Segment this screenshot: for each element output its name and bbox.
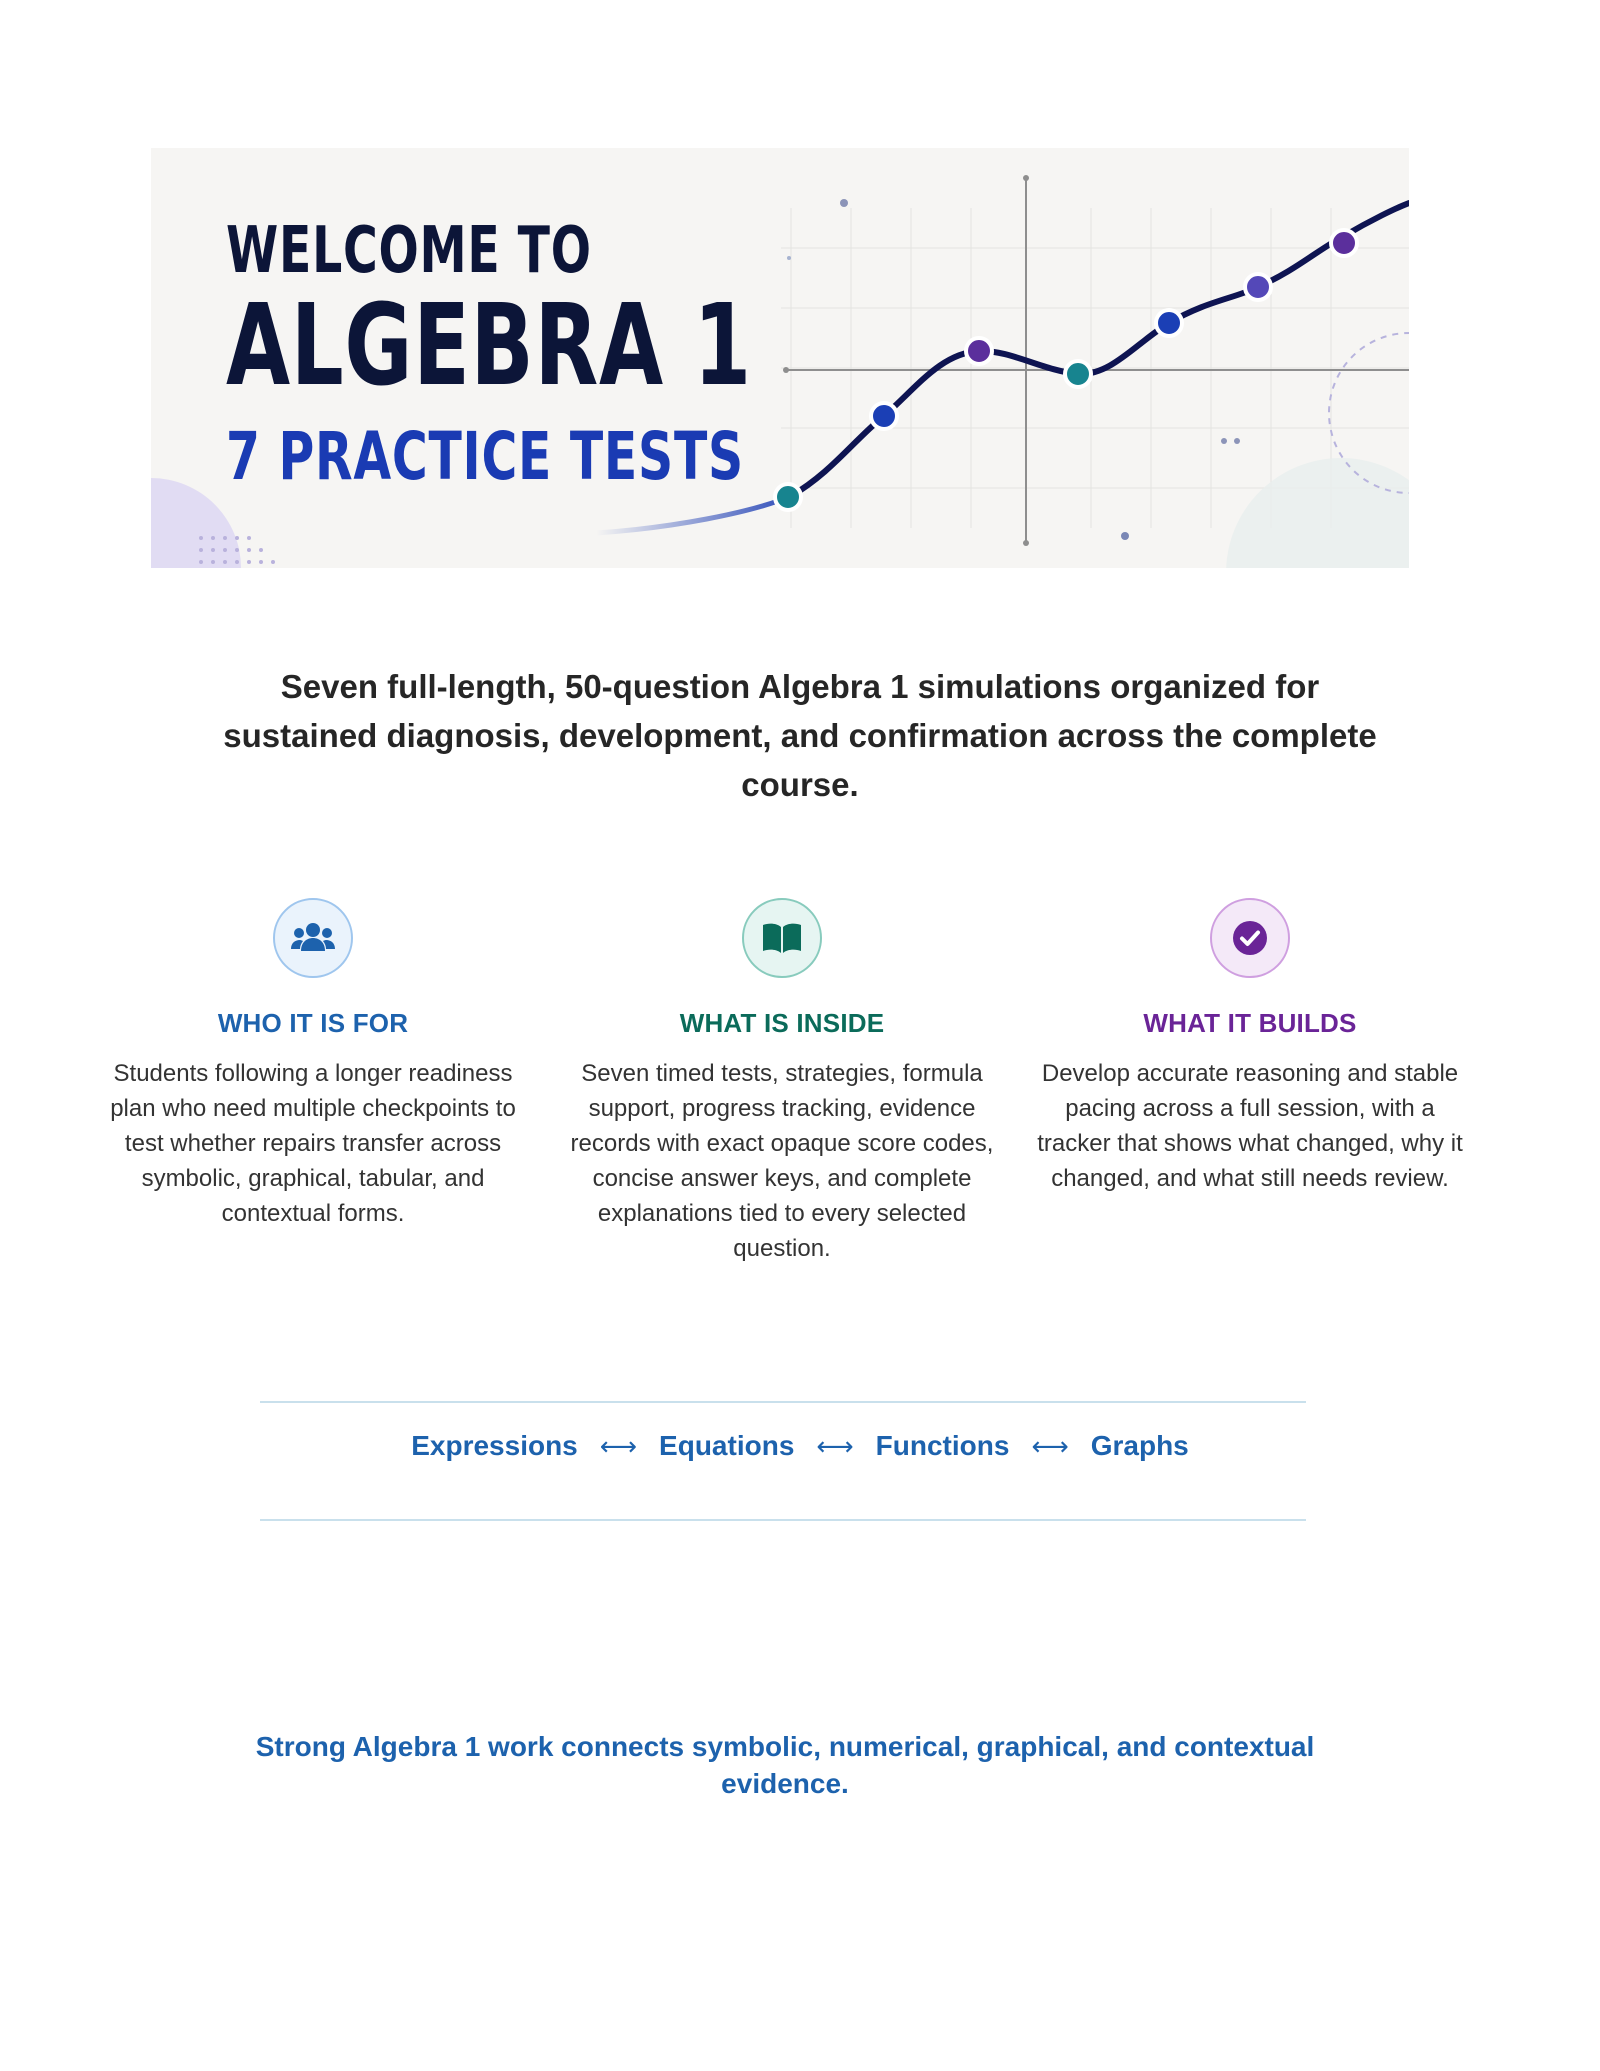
double-arrow-icon: ⟷: [599, 1430, 638, 1461]
flow-item-graphs: Graphs: [1090, 1430, 1189, 1461]
divider-top: [260, 1401, 1306, 1403]
divider-bottom: [260, 1519, 1306, 1521]
closing-statement: Strong Algebra 1 work connects symbolic, numerical, graphical, and contextual evidence.: [255, 1731, 1315, 1799]
check-circle-icon: [1210, 898, 1290, 978]
flow-item-expressions: Expressions: [411, 1430, 578, 1461]
hero-banner: [151, 148, 1409, 568]
what-it-builds-column: [1035, 898, 1465, 1192]
flow-item-functions: Functions: [875, 1430, 1010, 1461]
who-it-is-for-column: [98, 898, 528, 1227]
book-icon: [742, 898, 822, 978]
double-arrow-icon: ⟷: [1031, 1430, 1069, 1461]
double-arrow-icon: ⟷: [816, 1430, 854, 1461]
column-heading: WHAT IT BUILDS: [1143, 1008, 1357, 1038]
what-is-inside-column: [567, 898, 997, 1262]
users-icon: [273, 898, 353, 978]
column-description: Seven timed tests, strategies, formula support, progress tracking, evidence records with exact opaque score codes, concise answer keys, and complete explanations tied to every selected question.: [570, 1060, 994, 1262]
column-description: Students following a longer readiness plan who need multiple checkpoints to test whether repairs transfer across symbolic, graphical, tabular, and contextual forms.: [110, 1060, 516, 1227]
lead-paragraph: Seven full-length, 50-question Algebra 1 simulations organized for sustained diagnosis, development, and confirmation across the complete course.: [223, 668, 1377, 803]
column-description: Develop accurate reasoning and stable pacing across a full session, with a tracker that shows what changed, why it changed, and what still needs review.: [1037, 1060, 1463, 1192]
column-heading: WHAT IS INSIDE: [679, 1008, 885, 1038]
flow-item-equations: Equations: [659, 1430, 795, 1461]
concept-flow: [0, 1430, 1600, 1462]
banner-welcome-text: WELCOME TO: [226, 214, 592, 288]
column-heading: WHO IT IS FOR: [217, 1008, 409, 1038]
banner-course-title: ALGEBRA 1: [226, 281, 752, 411]
banner-subtitle: 7 PRACTICE TESTS: [226, 418, 744, 495]
